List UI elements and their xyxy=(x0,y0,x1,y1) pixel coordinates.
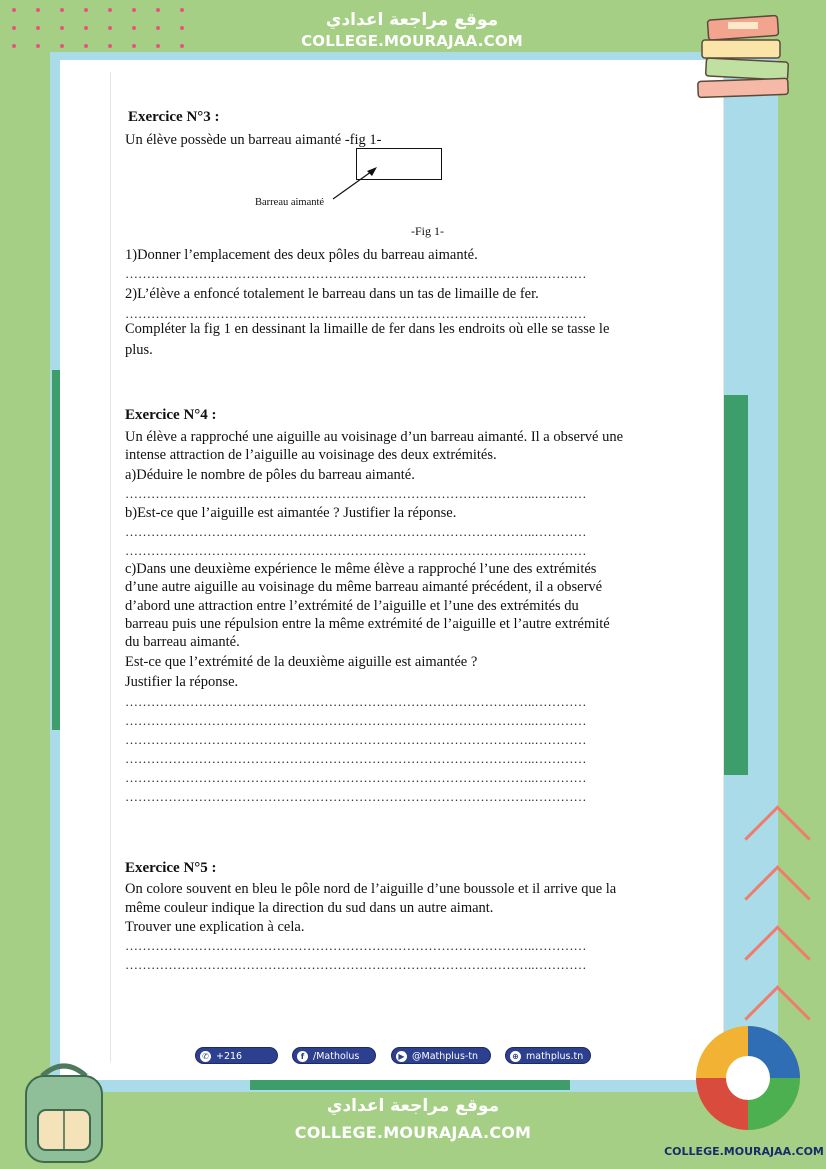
phone-text: +216 52051249 xyxy=(216,1051,265,1079)
answer-line: …………………………………………………………………………………..………… xyxy=(125,938,587,953)
facebook-text: /Matholus xyxy=(313,1051,360,1062)
exercise-4-line: Est-ce que l’extrémité de la deuxième aiguille est aimantée ? xyxy=(125,654,478,670)
facebook-link[interactable] xyxy=(292,1047,376,1064)
exercise-3-instruction-cont: plus. xyxy=(125,342,153,358)
exercise-4-line: intense attraction de l’aiguille au voisinage des deux extrémités. xyxy=(125,447,497,463)
site-logo-circle xyxy=(692,1020,804,1142)
figure-caption: -Fig 1- xyxy=(411,224,444,238)
phone-link[interactable] xyxy=(195,1047,278,1079)
answer-line: …………………………………………………………………………………..………… xyxy=(125,751,587,766)
answer-line: …………………………………………………………………………………..………… xyxy=(125,266,587,281)
exercise-3-line: Un élève possède un barreau aimanté -fig 1- xyxy=(125,132,382,148)
answer-line: …………………………………………………………………………………..………… xyxy=(125,789,587,804)
footer-site-domain[interactable]: COLLEGE.MOURAJAA.COM xyxy=(294,1123,532,1142)
facebook-icon: f xyxy=(297,1051,308,1062)
site-name-arabic: موقع مراجعة اعدادي xyxy=(325,10,499,30)
exercise-3-title: Exercice N°3 : xyxy=(128,109,220,125)
answer-line: …………………………………………………………………………………..………… xyxy=(125,713,587,728)
exercise-5-title: Exercice N°5 : xyxy=(125,860,217,876)
exercise-5-line: même couleur indique la direction du sud dans un autre aimant. xyxy=(125,900,494,916)
figure-label: Barreau aimanté xyxy=(255,197,325,208)
exercise-4-line: barreau puis une répulsion entre la même extrémité de l’aiguille et l’autre extrémité xyxy=(125,616,610,632)
exercise-5-line: Trouver une explication à cela. xyxy=(125,919,305,935)
phone-icon: ✆ xyxy=(200,1051,211,1062)
exercise-4-line: Justifier la réponse. xyxy=(125,674,239,690)
backpack-illustration xyxy=(12,1058,117,1166)
bottom-banner xyxy=(258,1092,568,1152)
books-illustration xyxy=(690,10,805,100)
website-text: mathplus.tn xyxy=(526,1051,584,1062)
youtube-icon: ▶ xyxy=(396,1051,407,1062)
site-domain[interactable]: COLLEGE.MOURAJAA.COM xyxy=(301,32,523,50)
exercise-4-line: d’abord une attraction entre l’extrémité de l’aiguille et l’une des extrémités du xyxy=(125,598,579,614)
answer-line: …………………………………………………………………………………..………… xyxy=(125,732,587,747)
answer-line: …………………………………………………………………………………..………… xyxy=(125,486,587,501)
logo-text: COLLEGE.MOURAJAA.COM xyxy=(664,1145,824,1158)
figure-arrow xyxy=(325,163,385,203)
decorative-chevrons xyxy=(738,795,818,1055)
exercise-4-line: d’une autre aiguille au voisinage du même barreau aimanté précédent, il a observé xyxy=(125,579,603,595)
exercise-4-question-c: c)Dans une deuxième expérience le même élève a rapproché l’une des extrémités xyxy=(125,561,597,577)
answer-line: …………………………………………………………………………………..………… xyxy=(125,957,587,972)
web-icon: ⊕ xyxy=(510,1051,521,1062)
answer-line: …………………………………………………………………………………..………… xyxy=(125,694,587,709)
exercise-4-question-b: b)Est-ce que l’aiguille est aimantée ? Justifier la réponse. xyxy=(125,505,457,521)
exercise-4-line: Un élève a rapproché une aiguille au voisinage d’un barreau aimanté. Il a observé une xyxy=(125,429,624,445)
answer-line: …………………………………………………………………………………..………… xyxy=(125,543,587,558)
exercise-4-line: du barreau aimanté. xyxy=(125,634,240,650)
exercise-3-instruction: Compléter la fig 1 en dessinant la limaille de fer dans les endroits où elle se tasse le xyxy=(125,321,610,337)
answer-line: …………………………………………………………………………………..………… xyxy=(125,306,587,321)
answer-line: …………………………………………………………………………………..………… xyxy=(125,770,587,785)
top-banner xyxy=(262,6,562,58)
youtube-link[interactable] xyxy=(391,1047,491,1064)
exercise-3-question-2: 2)L’élève a enfoncé totalement le barreau dans un tas de limaille de fer. xyxy=(125,286,539,302)
answer-line: …………………………………………………………………………………..………… xyxy=(125,524,587,539)
youtube-text: @Mathplus-tn xyxy=(412,1051,479,1062)
exercise-4-question-a: a)Déduire le nombre de pôles du barreau aimanté. xyxy=(125,467,415,483)
background-green-strip-right xyxy=(723,395,748,775)
exercise-3-question-1: 1)Donner l’emplacement des deux pôles du barreau aimanté. xyxy=(125,247,478,263)
exercise-4-title: Exercice N°4 : xyxy=(125,407,217,423)
website-link[interactable] xyxy=(505,1047,591,1064)
exercise-5-line: On colore souvent en bleu le pôle nord de l’aiguille d’une boussole et il arrive que la xyxy=(125,881,617,897)
footer-site-name-arabic: موقع مراجعة اعدادي xyxy=(326,1096,500,1116)
